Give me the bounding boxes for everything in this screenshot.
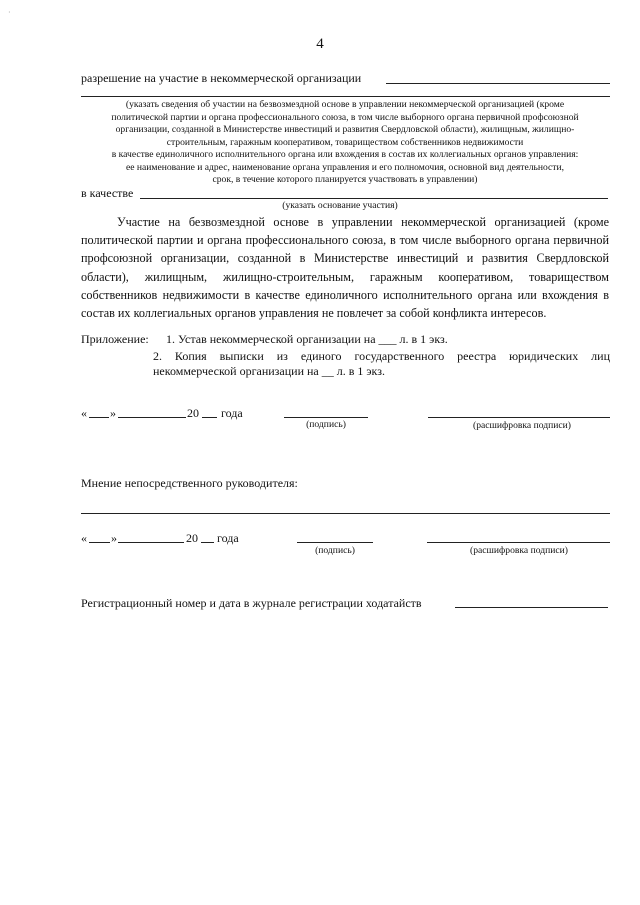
date2-day-open-quote: «: [81, 531, 87, 545]
signature-field[interactable]: [284, 417, 368, 418]
date-day-field[interactable]: [89, 417, 109, 418]
capacity-hint: (указать основание участия): [282, 200, 398, 211]
capacity-label: в качестве: [81, 186, 134, 200]
date-day-close-quote: »: [110, 406, 116, 420]
date2-year-prefix: 20: [186, 531, 198, 545]
attachments-label: Приложение:: [81, 332, 149, 346]
capacity-field[interactable]: [140, 198, 608, 199]
corner-mark: ·: [8, 8, 11, 17]
manager-opinion-label: Мнение непосредственного руководителя:: [81, 476, 298, 490]
date2-year-field[interactable]: [201, 542, 214, 543]
conflict-statement: [81, 213, 609, 322]
date-month-field[interactable]: [118, 417, 186, 418]
conflict-statement-text: Участие на безвозмездной основе в управлении некоммерческой организацией (кроме политической партии и органа профессионального союза, в том числе выборного органа первичной профсоюзной организации, созданной в Министерстве инвестиций и развития Свердловской области), жилищным, жилищно-строительным, гаражным кооперативом, товариществом собственников недвижимости в качестве единоличного исполнительного органа или вхождения в состав их коллегиальных органов управления не повлечет за собой конфликта интересов.: [81, 215, 609, 321]
signature2-decode-field[interactable]: [427, 542, 610, 543]
date2-year-word: года: [217, 531, 239, 545]
date-day-open-quote: «: [81, 406, 87, 420]
registration-field[interactable]: [455, 607, 608, 608]
signature-decode-hint: (расшифровка подписи): [473, 420, 571, 431]
permission-label: разрешение на участие в некоммерческой организации: [81, 71, 362, 85]
registration-label: Регистрационный номер и дата в журнале регистрации ходатайств: [81, 596, 422, 610]
page-number: 4: [316, 36, 324, 52]
hint-line: (указать сведения об участии на безвозмездной основе в управлении некоммерческой организацией (кроме: [125, 99, 565, 110]
hint-line: срок, в течение которого планируется участвовать в управлении): [212, 174, 478, 185]
attachment-item-1: 1. Устав некоммерческой организации на ___ л. в 1 экз.: [166, 332, 448, 346]
hint-line: в качестве единоличного исполнительного органа или вхождения в состав их коллегиальных органов управления:: [111, 149, 579, 160]
signature2-hint: (подпись): [315, 545, 355, 556]
hint-line: организации, созданной в Министерстве инвестиций и развития Свердловской области), жилищным, жилищно-: [115, 124, 575, 135]
date-year-word: года: [221, 406, 243, 420]
permission-hint: [70, 99, 620, 187]
permission-field[interactable]: [386, 83, 610, 84]
date2-day-close-quote: »: [111, 531, 117, 545]
date-year-field[interactable]: [202, 417, 217, 418]
hint-line: ее наименование и адрес, наименование органа управления и его полномочия, основной вид деятельности,: [125, 161, 565, 173]
hint-line: политической партии и органа профессионального союза, в том числе выборного органа первичной профсоюзной: [111, 111, 579, 123]
signature-decode-field[interactable]: [428, 417, 610, 418]
signature-hint: (подпись): [306, 419, 346, 430]
hint-line: строительным, гаражным кооперативом, товариществом собственников недвижимости: [166, 136, 524, 148]
date2-month-field[interactable]: [118, 542, 184, 543]
date-year-prefix: 20: [187, 406, 199, 420]
signature2-decode-hint: (расшифровка подписи): [470, 545, 568, 556]
attachment-item-2-line2: некоммерческой организации на __ л. в 1 экз.: [153, 364, 385, 378]
manager-opinion-field[interactable]: [81, 513, 610, 514]
date2-day-field[interactable]: [89, 542, 110, 543]
signature2-field[interactable]: [297, 542, 373, 543]
permission-field-line2[interactable]: [81, 96, 610, 97]
attachment-item-2-line1: 2. Копия выписки из единого государственного реестра юридических лиц: [153, 349, 610, 363]
